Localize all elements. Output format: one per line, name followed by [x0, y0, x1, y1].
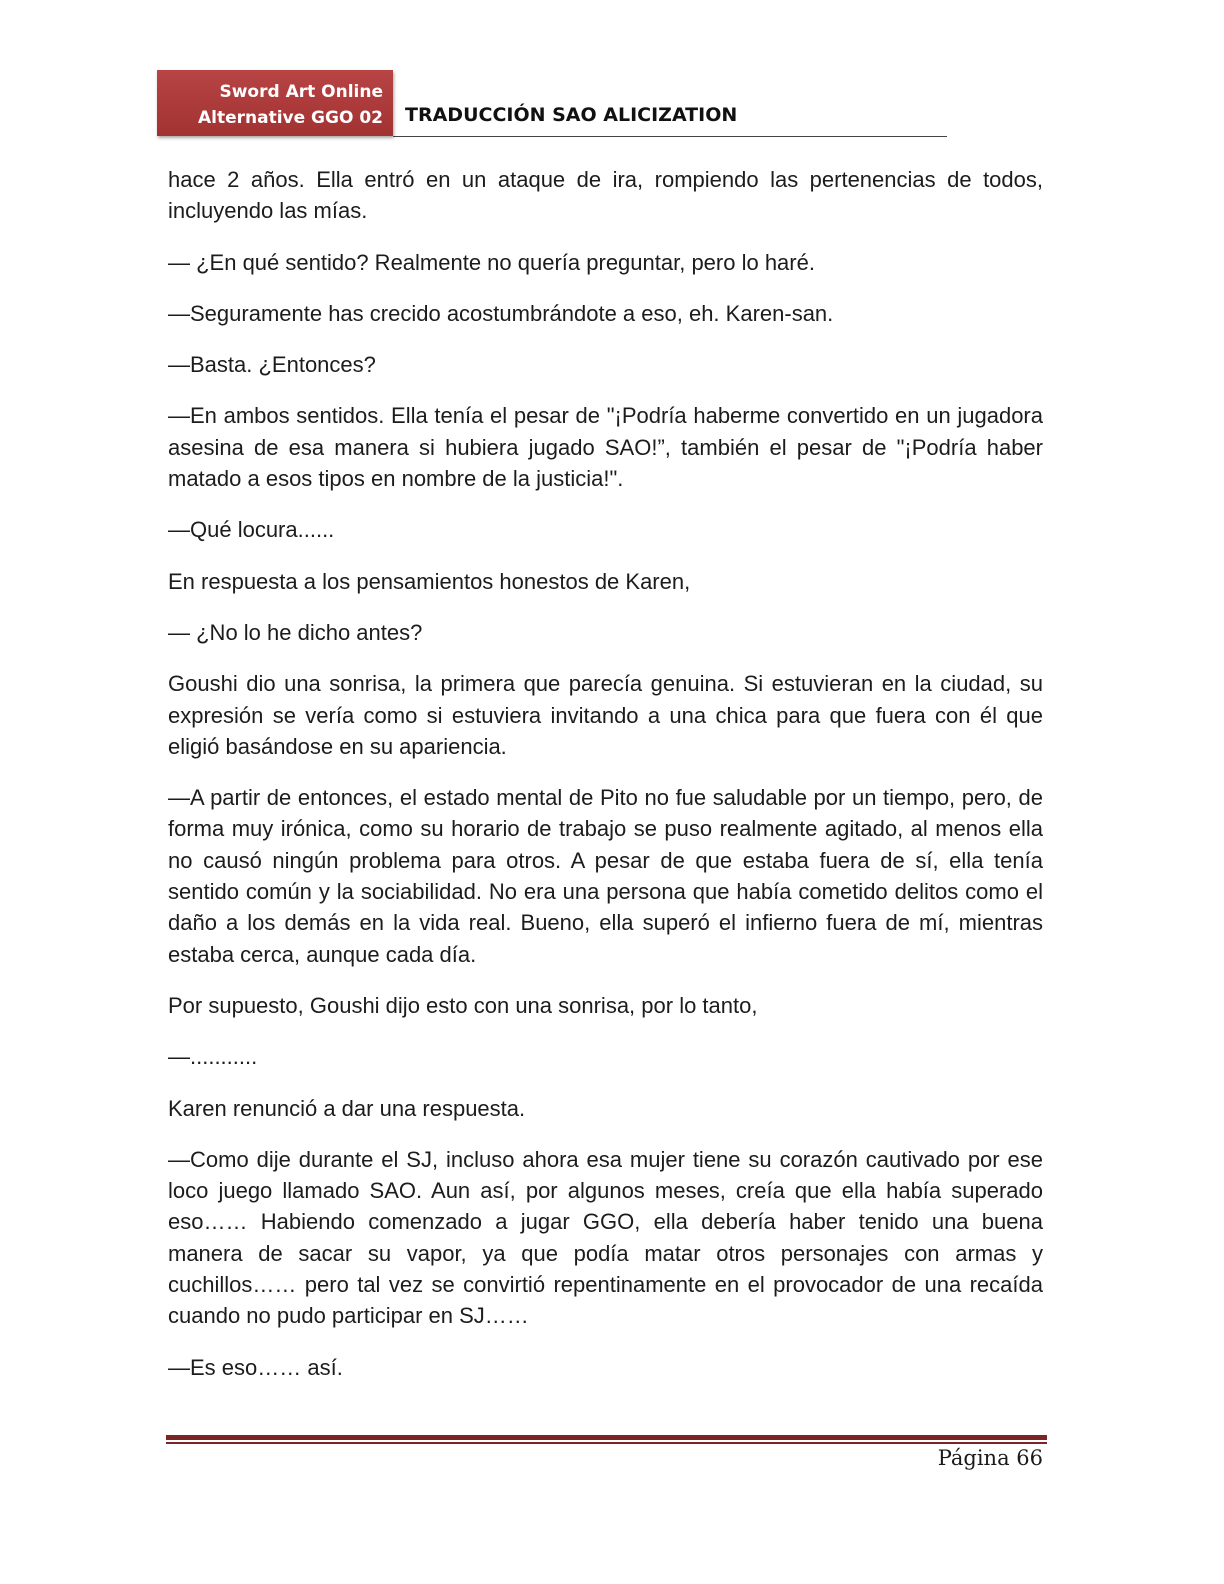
- paragraph: En respuesta a los pensamientos honestos de Karen,: [168, 568, 691, 594]
- paragraph: —Seguramente has crecido acostumbrándote a eso, eh. Karen-san.: [168, 300, 834, 326]
- book-title-box: [157, 70, 393, 136]
- paragraph: —Es eso…… así.: [168, 1354, 343, 1380]
- paragraph: —Qué locura......: [168, 517, 335, 543]
- footer-divider: [166, 1435, 1047, 1444]
- book-title-line1: Sword Art Online: [219, 82, 383, 102]
- header-divider: [393, 136, 947, 137]
- paragraph: —En ambos sentidos. Ella tenía el pesar de "¡Podría haberme convertido en un jugadora asesina de esa manera si hubiera jugado SAO!”, también el pesar de "¡Podría haber matado a esos tipos en nombre de la justicia!".: [168, 403, 1043, 492]
- footer-divider-thick: [166, 1435, 1047, 1440]
- paragraph: —Basta. ¿Entonces?: [168, 352, 376, 378]
- header-title: TRADUCCIÓN SAO ALICIZATION: [405, 104, 738, 126]
- paragraph: —...........: [168, 1044, 258, 1070]
- page-number: Página 66: [937, 1446, 1043, 1470]
- paragraph: — ¿En qué sentido? Realmente no quería preguntar, pero lo haré.: [168, 249, 815, 275]
- paragraph: —A partir de entonces, el estado mental de Pito no fue saludable por un tiempo, pero, de forma muy irónica, como su horario de trabajo se puso realmente agitado, al menos ella no causó ningún problema para otros. A pesar de que estaba fuera de sí, ella tenía sentido común y la sociabilidad. No era una persona que había cometido delitos como el daño a los demás en la vida real. Bueno, ella superó el infierno fuera de mí, mientras estaba cerca, aunque cada día.: [168, 785, 1043, 967]
- page-header: [157, 70, 947, 138]
- paragraph: —Como dije durante el SJ, incluso ahora esa mujer tiene su corazón cautivado por ese loco juego llamado SAO. Aun así, por algunos meses, creía que ella había superado eso…… Habiendo comenzado a jugar GGO, ella debería haber tenido una buena manera de sacar su vapor, ya que podía matar otros personajes con armas y cuchillos…… pero tal vez se convirtió repentinamente en el provocador de una recaída cuando no pudo participar en SJ……: [168, 1146, 1043, 1329]
- footer-divider-thin: [166, 1442, 1047, 1444]
- paragraph: Goushi dio una sonrisa, la primera que parecía genuina. Si estuvieran en la ciudad, su expresión se vería como si estuviera invitando a una chica para que fuera con él que eligió basándose en su apariencia.: [168, 671, 1043, 759]
- paragraph: hace 2 años. Ella entró en un ataque de ira, rompiendo las pertenencias de todos, incluyendo las mías.: [168, 167, 1043, 224]
- paragraph: Por supuesto, Goushi dijo esto con una sonrisa, por lo tanto,: [168, 992, 758, 1018]
- paragraph: Karen renunció a dar una respuesta.: [168, 1095, 526, 1121]
- book-title-line2: Alternative GGO 02: [197, 108, 383, 128]
- paragraph: — ¿No lo he dicho antes?: [168, 619, 423, 645]
- page-body: [168, 164, 1043, 1403]
